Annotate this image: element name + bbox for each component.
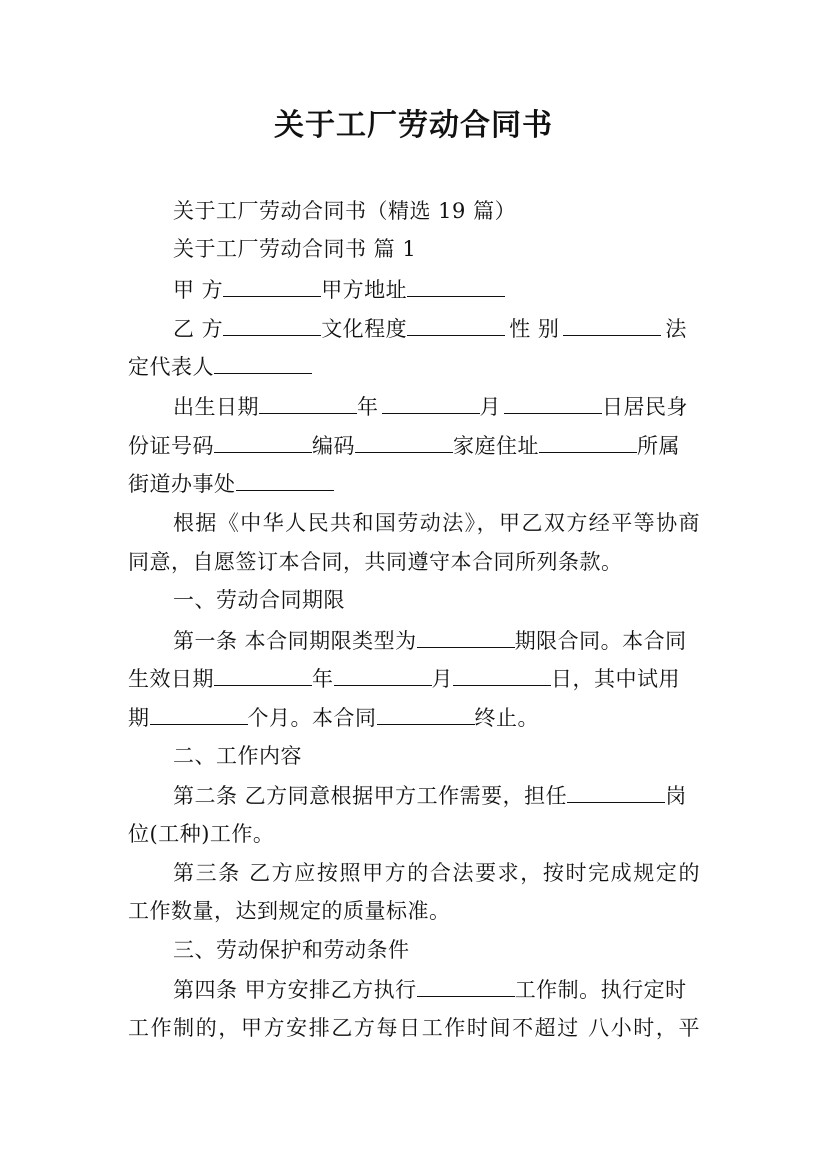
legal-rep-label: 法 — [665, 317, 687, 341]
section-heading-2: 二、工作内容 — [173, 744, 302, 768]
blank-field — [382, 393, 480, 414]
article-1-line1 — [173, 627, 687, 653]
belong-label: 所属 — [637, 434, 680, 458]
id-number-label: 份证号码 — [128, 434, 214, 458]
blank-field — [407, 315, 505, 336]
article-3-line1: 第三条 乙方应按照甲方的合法要求，按时完成规定的 — [173, 861, 700, 885]
article-2-line1 — [173, 782, 687, 808]
blank-field — [214, 665, 312, 686]
article-2-line2: 位(工种)工作。 — [128, 822, 275, 846]
article-1-text: 月 — [431, 667, 453, 691]
article-2-text: 岗 — [665, 784, 687, 808]
blank-field — [259, 393, 357, 414]
id-line — [128, 432, 680, 458]
article-1-text: 生效日期 — [128, 667, 214, 691]
article-4-text: 工作制。执行定时 — [514, 978, 687, 1002]
section-heading-1: 一、劳动合同期限 — [173, 588, 345, 612]
article-1-text: 个月。本合同 — [247, 706, 377, 730]
blank-field — [417, 976, 515, 997]
blank-field — [334, 665, 432, 686]
blank-field — [504, 393, 602, 414]
month-label: 月 — [479, 395, 501, 419]
party-a-address-label: 甲方地址 — [321, 278, 408, 302]
section-heading-3: 三、劳动保护和劳动条件 — [173, 938, 410, 962]
blank-field — [355, 432, 453, 453]
article-1-text: 年 — [312, 667, 334, 691]
street-office-label: 街道办事处 — [128, 472, 236, 496]
party-a-label: 甲 方 — [173, 278, 224, 302]
blank-field — [223, 276, 321, 297]
blank-field — [377, 704, 475, 725]
year-label: 年 — [357, 395, 379, 419]
blank-field — [214, 353, 312, 374]
legal-rep-label-cont: 定代表人 — [128, 355, 214, 379]
blank-field — [407, 276, 505, 297]
section-heading: 关于工厂劳动合同书 篇 1 — [173, 237, 417, 261]
blank-field — [223, 315, 321, 336]
article-2-text: 第二条 乙方同意根据甲方工作需要，担任 — [173, 784, 568, 808]
basis-paragraph-line2: 同意，自愿签订本合同，共同遵守本合同所列条款。 — [128, 550, 623, 574]
document-subtitle: 关于工厂劳动合同书（精选 19 篇） — [173, 199, 517, 223]
blank-field — [150, 704, 248, 725]
birth-line — [173, 393, 688, 419]
article-1-line2 — [128, 665, 680, 691]
party-b-line — [173, 315, 687, 341]
party-b-label: 乙 方 — [173, 317, 224, 341]
gender-label: 性 别 — [509, 317, 560, 341]
blank-field — [563, 315, 661, 336]
day-resident-label: 日居民身 — [602, 395, 688, 419]
document-title: 关于工厂劳动合同书 — [274, 108, 553, 143]
blank-field — [453, 665, 551, 686]
blank-field — [567, 782, 665, 803]
party-a-line — [173, 276, 505, 302]
article-1-text: 终止。 — [474, 706, 539, 730]
article-4-line2: 工作制的，甲方安排乙方每日工作时间不超过 八小时，平 — [128, 1016, 700, 1040]
article-1-text: 日，其中试用 — [551, 667, 680, 691]
legal-rep-line — [128, 353, 312, 379]
article-4-line1 — [173, 976, 687, 1002]
blank-field — [417, 627, 515, 648]
street-office-line — [128, 470, 334, 496]
article-1-text: 期 — [128, 706, 150, 730]
blank-field — [214, 432, 312, 453]
education-label: 文化程度 — [321, 317, 408, 341]
blank-field — [539, 432, 637, 453]
article-3-line2: 工作数量，达到规定的质量标准。 — [128, 899, 451, 923]
article-4-text: 第四条 甲方安排乙方执行 — [173, 978, 417, 1002]
blank-field — [236, 470, 334, 491]
article-1-line3 — [128, 704, 539, 730]
article-1-text: 期限合同。本合同 — [514, 629, 687, 653]
basis-paragraph-line1: 根据《中华人民共和国劳动法》，甲乙双方经平等协商 — [173, 511, 700, 535]
code-label: 编码 — [312, 434, 355, 458]
article-1-text: 第一条 本合同期限类型为 — [173, 629, 417, 653]
birth-label: 出生日期 — [173, 395, 259, 419]
home-address-label: 家庭住址 — [453, 434, 539, 458]
